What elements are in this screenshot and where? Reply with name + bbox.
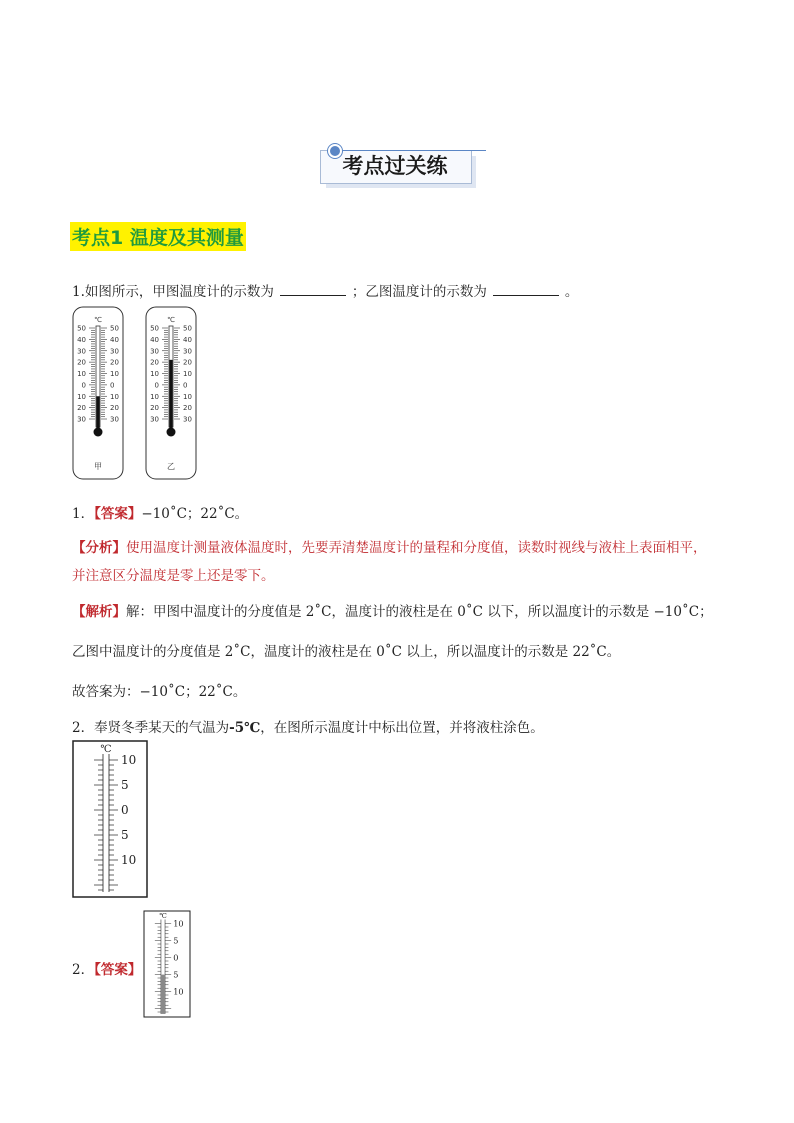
thermometer-label: 乙 (167, 462, 175, 471)
question-2-text-b: ，在图所示温度计中标出位置，并将液柱涂色。 (260, 720, 544, 736)
final-answer-line: 故答案为：−10˚C；22˚C。 (72, 684, 247, 700)
answer-1-text: −10˚C；22˚C。 (141, 506, 249, 522)
tick-label: 20 (183, 358, 192, 367)
answer-2-tag: 【答案】 (94, 962, 142, 978)
tick-label: 5 (121, 828, 129, 842)
question-2 (72, 716, 544, 736)
tick-label: 10 (173, 986, 184, 997)
tick-label: 10 (183, 392, 192, 401)
tick-label: 50 (183, 324, 192, 333)
liquid-column (161, 975, 165, 1014)
tick-label: 30 (183, 347, 192, 356)
tick-label: 0 (121, 803, 129, 817)
tick-label: 10 (121, 853, 137, 867)
tick-label: 10 (150, 392, 159, 401)
tick-label: 5 (121, 778, 129, 792)
answer-blank-1[interactable] (280, 283, 346, 296)
tick-label: 10 (110, 392, 119, 401)
tick-label: 50 (110, 324, 119, 333)
tick-label: 20 (110, 404, 119, 413)
liquid-column (169, 360, 172, 429)
q2-thermometer (72, 740, 148, 900)
bulb (94, 428, 103, 437)
tick-label: 5 (173, 935, 179, 946)
answer-2-num: 2． (72, 962, 95, 978)
tick-label: 40 (110, 335, 119, 344)
tick-label: 30 (77, 415, 86, 424)
thermometer-jia (73, 307, 123, 479)
tick-label: 20 (110, 358, 119, 367)
solution-tag: 【解析】 (72, 604, 126, 620)
analysis-tag: 【分析】 (72, 540, 126, 556)
thermometer-yi (146, 307, 196, 479)
tick-label: 20 (77, 358, 86, 367)
tick-label: 30 (77, 347, 86, 356)
tick-label: 50 (77, 324, 86, 333)
unit-label: ℃ (94, 316, 102, 324)
tick-label: 40 (150, 335, 159, 344)
answer-1-num: 1． (72, 506, 95, 522)
solution-line-1 (72, 600, 713, 620)
tick-label: 40 (183, 335, 192, 344)
tick-label: 0 (183, 381, 188, 390)
solution-line-2: 乙图中温度计的分度值是 2˚C，温度计的液柱是在 0˚C 以上，所以温度计的示数是 22˚C。 (72, 644, 621, 660)
tick-label: 0 (154, 381, 159, 390)
tick-label: 10 (110, 370, 119, 378)
tick-label: 30 (110, 415, 119, 424)
tick-label: 30 (150, 415, 159, 424)
section-title: 考点1 温度及其测量 (70, 222, 246, 251)
solution-text-1: 解：甲图中温度计的分度值是 2˚C，温度计的液柱是在 0˚C 以下，所以温度计的示数是 −10˚C； (126, 604, 713, 620)
tick-label: 10 (77, 392, 86, 401)
tick-label: 10 (121, 753, 137, 767)
question-1-middle: ；乙图温度计的示数为 (351, 284, 487, 300)
tick-label: 10 (173, 918, 184, 929)
question-1 (72, 280, 578, 300)
question-2-temperature: -5℃ (229, 720, 261, 736)
tick-label: 10 (150, 370, 159, 378)
q1-thermometers (72, 306, 202, 482)
question-2-text-a: 2．奉贤冬季某天的气温为 (72, 720, 230, 736)
tick-label: 0 (173, 952, 179, 963)
unit-label: ℃ (167, 316, 175, 324)
tick-label: 30 (183, 415, 192, 424)
tick-label: 10 (183, 370, 192, 378)
tick-label: 20 (77, 404, 86, 413)
banner-title: 考点过关练 (342, 154, 448, 178)
tick-label: 20 (183, 404, 192, 413)
analysis-line-2: 并注意区分温度是零上还是零下。 (72, 568, 275, 584)
a2-thermometer (143, 910, 193, 1020)
tick-label: 40 (77, 335, 86, 344)
answer-blank-2[interactable] (493, 283, 559, 296)
bulb (167, 428, 176, 437)
tick-label: 5 (173, 969, 179, 980)
analysis-line-1 (72, 536, 707, 556)
unit-label: ℃ (100, 744, 112, 755)
tick-label: 10 (77, 370, 86, 378)
tick-label: 50 (150, 324, 159, 333)
tick-label: 0 (110, 381, 115, 390)
question-1-suffix: 。 (564, 284, 579, 300)
analysis-text-1: 使用温度计测量液体温度时，先要弄清楚温度计的量程和分度值，读数时视线与液柱上表面相平， (126, 540, 707, 556)
answer-1-line (72, 502, 248, 522)
tick-label: 20 (150, 358, 159, 367)
section-banner (316, 146, 476, 186)
tick-label: 0 (81, 381, 86, 390)
answer-2-line (72, 958, 141, 978)
answer-1-tag: 【答案】 (94, 506, 142, 522)
tick-label: 30 (110, 347, 119, 356)
tick-label: 30 (150, 347, 159, 356)
tick-label: 20 (150, 404, 159, 413)
unit-label: ℃ (159, 912, 167, 921)
liquid-column (96, 396, 99, 429)
thermometer-label: 甲 (94, 462, 102, 471)
question-1-prefix: 1.如图所示，甲图温度计的示数为 (72, 284, 274, 300)
